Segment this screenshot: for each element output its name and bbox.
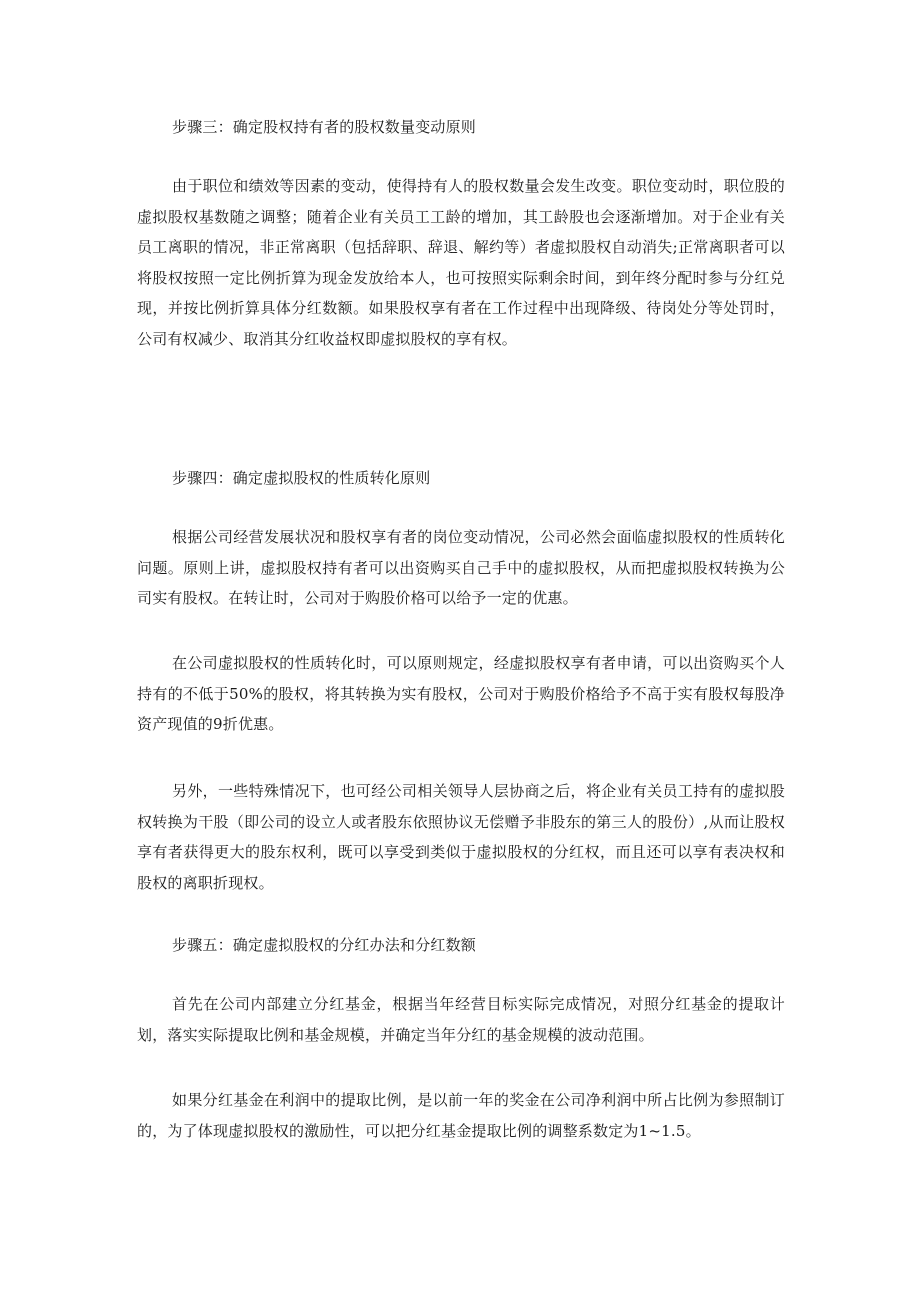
paragraph-step-5-1: 首先在公司内部建立分红基金，根据当年经营目标实际完成情况，对照分红基金的提取计划，落实实际提取比例和基金规模，并确定当年分红的基金规模的波动范围。 [137,995,785,1044]
section-heading-step-5: 步骤五：确定虚拟股权的分红办法和分红数额 [172,936,477,954]
paragraph-step-4-2: 在公司虚拟股权的性质转化时，可以原则规定，经虚拟股权享有者申请，可以出资购买个人持有的不低于50%的股权，将其转换为实有股权，公司对于购股价格给予不高于实有股权每股净资产现值的9折优惠。 [137,654,785,734]
section-heading-step-4: 步骤四：确定虚拟股权的性质转化原则 [172,469,431,487]
section-heading-step-3: 步骤三：确定股权持有者的股权数量变动原则 [172,118,477,136]
paragraph-step-4-1: 根据公司经营发展状况和股权享有者的岗位变动情况，公司必然会面临虚拟股权的性质转化问题。原则上讲，虚拟股权持有者可以出资购买自己手中的虚拟股权，从而把虚拟股权转换为公司实有股权。在转让时，公司对于购股价格可以给予一定的优惠。 [137,528,785,608]
paragraph-step-3: 由于职位和绩效等因素的变动，使得持有人的股权数量会发生改变。职位变动时，职位股的虚拟股权基数随之调整；随着企业有关员工工龄的增加，其工龄股也会逐渐增加。对于企业有关员工离职的情况，非正常离职（包括辞职、辞退、解约等）者虚拟股权自动消失;正常离职者可以将股权按照一定比例折算为现金发放给本人，也可按照实际剩余时间，到年终分配时参与分红兑现，并按比例折算具体分红数额。如果股权享有者在工作过程中出现降级、待岗处分等处罚时，公司有权减少、取消其分红收益权即虚拟股权的享有权。 [137,177,785,348]
paragraph-step-4-3: 另外，一些特殊情况下，也可经公司相关领导人层协商之后，将企业有关员工持有的虚拟股权转换为干股（即公司的设立人或者股东依照协议无偿赠予非股东的第三人的股份）,从而让股权享有者获得更大的股东权利，既可以享受到类似于虚拟股权的分红权，而且还可以享有表决权和股权的离职折现权。 [137,782,785,892]
paragraph-step-5-2: 如果分红基金在利润中的提取比例，是以前一年的奖金在公司净利润中所占比例为参照制订的，为了体现虚拟股权的激励性，可以把分红基金提取比例的调整系数定为1~1.5。 [137,1091,785,1140]
